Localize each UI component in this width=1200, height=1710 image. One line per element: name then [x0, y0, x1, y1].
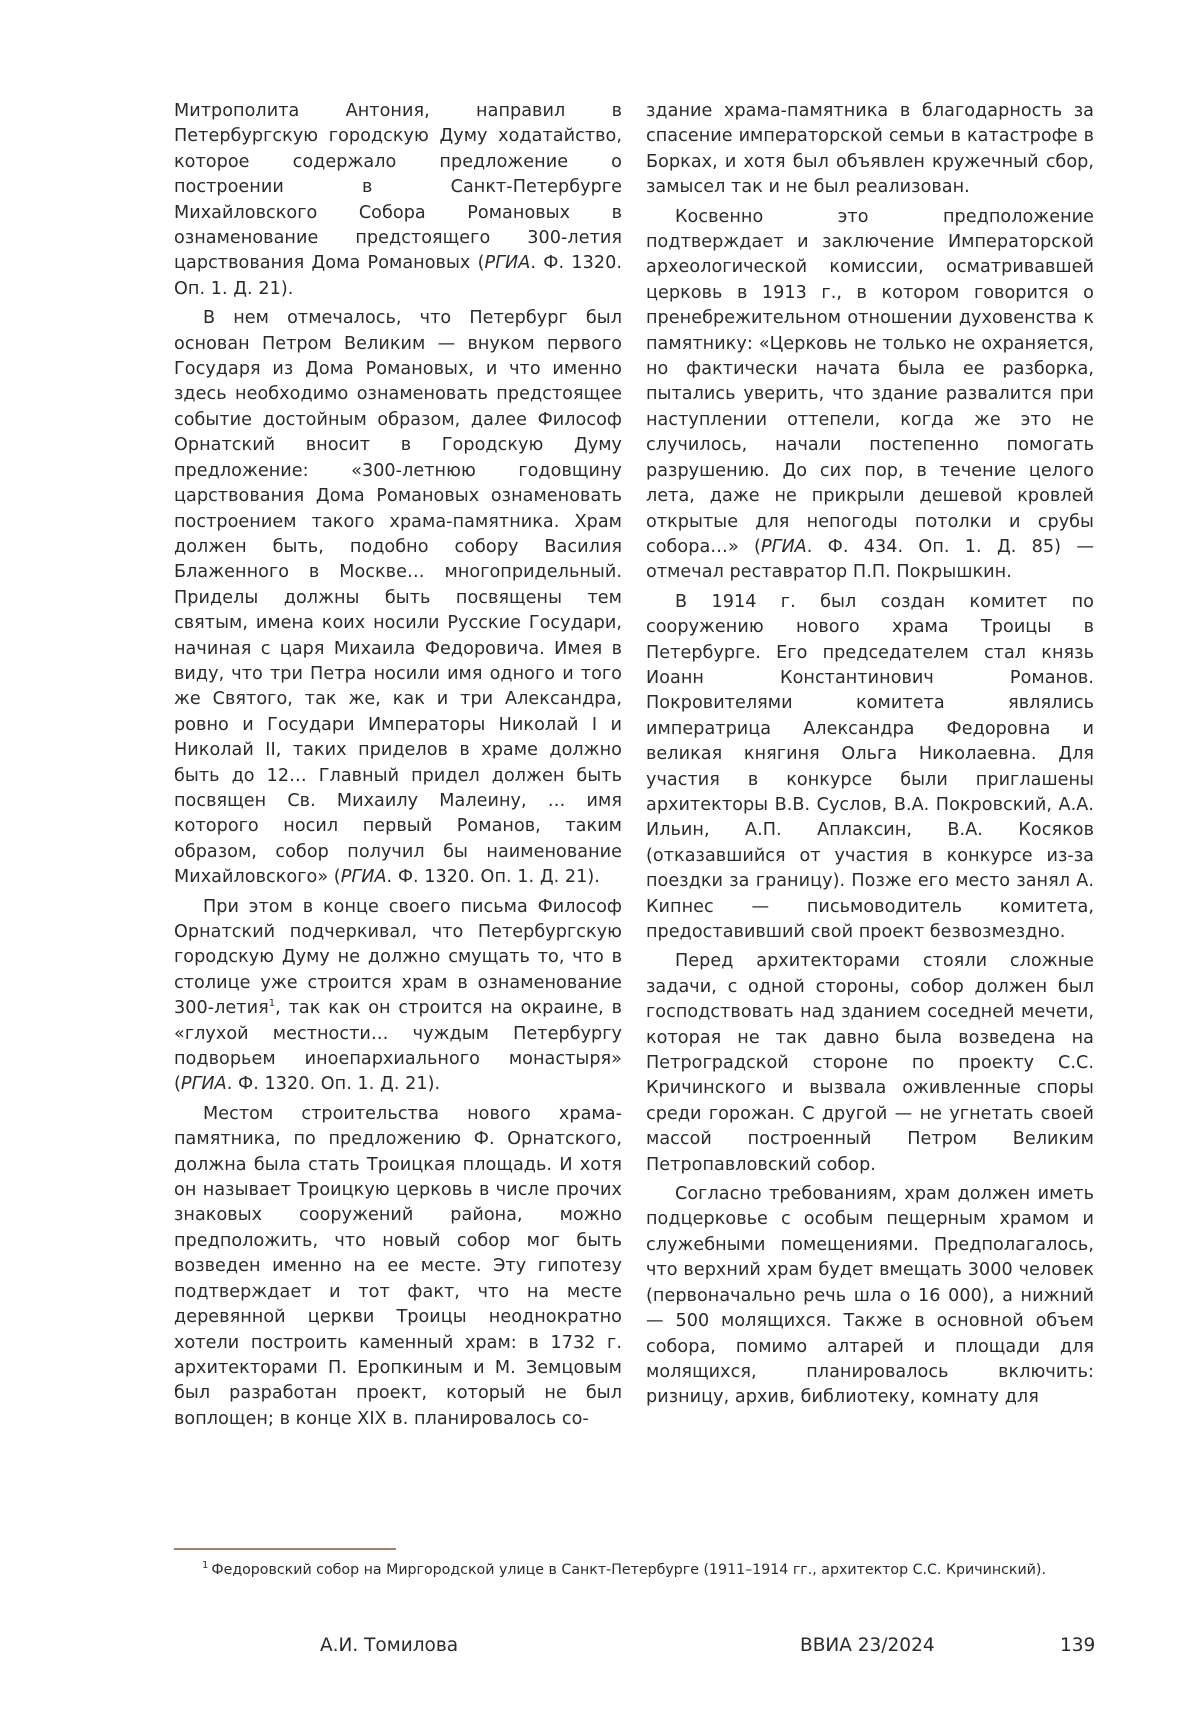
footer-journal-issue: ВВИА 23/2024 [800, 1635, 935, 1656]
paragraph-text: . Ф. 434. Оп. 1. Д. 85) — отмечал реставратор П.П. Покрышкин. [646, 536, 1094, 583]
paragraph-text: Косвенно это предположение подтверждает и заключение Императорской археологической комиссии, осматривавшей церковь в 1913 г., в котором говорится о пренебрежительном отношении духовенства к памятнику: «Церковь не только не охраняется, но фактически начата была ее разборка, пытались уверить, что здание развалится при наступлении оттепели, когда же это не случилось, начали постепенно помогать разрушению. До сих пор, в течение целого лета, даже не прикрыли дешевой кровлей открытые для непогоды потолки и срубы собора…» ( [646, 206, 1094, 557]
footnote-text: Федоровский собор на Миргородской улице в Санкт-Петербурге (1911–1914 гг., архитектор С.С. Кричинский). [211, 1562, 1046, 1578]
citation-reference: . Ф. 1320. Оп. 1. Д. 21). [386, 867, 600, 888]
paragraph [174, 1102, 622, 1432]
text-column-right [646, 99, 1094, 1415]
footnote-separator [174, 1548, 396, 1550]
citation-reference: . Ф. 1320. Оп. 1. Д. 21). [174, 253, 622, 299]
footnote-number: 1 [202, 1560, 209, 1572]
paragraph-text: здание храма-памятника в благодарность за спасение императорской семьи в катастрофе в Борках, и хотя был объявлен кружечный сбор, замысел так и не был реализован. [646, 101, 1094, 198]
paragraph [174, 99, 622, 302]
paragraph-text: В 1914 г. был создан комитет по сооружению нового храма Троицы в Петербурге. Его председателем стал князь Иоанн Константинович Романов. Покровителями комитета являлись императрица Александра Федоровна и великая княгиня Ольга Николаевна. Для участия в конкурсе были приглашены архитекторы В.В. Суслов, В.А. Покровский, А.А. Ильин, А.П. Аплаксин, В.А. Косяков (отказавшийся от участия в конкурсе из-за поездки за границу). Позже его место занял А. Кипнес — письмоводитель комитета, предоставивший свой проект безвозмездно. [646, 591, 1094, 942]
citation-reference: . Ф. 1320. Оп. 1. Д. 21). [226, 1074, 441, 1095]
paragraph-text: В нем отмечалось, что Петербург был основан Петром Великим — внуком первого Государя из Дома Романовых, и что именно здесь необходимо ознаменовать предстоящее событие достойным образом, далее Философ Орнатский вносит в Городскую Думу предложение: «300-летнюю годовщину царствования Дома Романовых ознаменовать построением такого храма-памятника. Храм должен быть, подобно собору Василия Блаженного в Москве… многопридельный. Приделы должны быть посвящены тем святым, имена коих носили Русские Государи, начиная с царя Михаила Федоровича. Имея в виду, что три Петра носили имя одного и того же Святого, так же, как и три Александра, ровно и Государи Императоры Николай I и Николай II, таких приделов в храме должно быть до 12… Главный придел должен быть посвящен Св. Михаилу Малеину, … имя которого носил первый Романов, таким образом, собор получил бы наименование Михайловского» ( [174, 308, 622, 888]
paragraph [646, 99, 1094, 201]
paragraph [646, 1182, 1094, 1411]
paragraph [174, 895, 622, 1098]
citation-archive: РГИА [180, 1074, 227, 1095]
paragraph-text: Перед архитекторами стояли сложные задачи, с одной стороны, собор должен был господствовать над зданием соседней мечети, которая не так давно была возведена на Петроградской стороне по проекту С.С. Кричинского и вызвала оживленные споры среди горожан. С другой — не угнетать своей массой построенный Петром Великим Петропавловский собор. [646, 951, 1094, 1175]
page-number: 139 [1060, 1635, 1096, 1656]
paragraph [174, 306, 622, 890]
text-column-left [174, 99, 622, 1436]
paragraph-text: Митрополита Антония, направил в Петербургскую городскую Думу ходатайство, которое содержало предложение о построении в Санкт-Петербурге Михайловского Собора Романовых в ознаменование предстоящего 300-летия царствования Дома Романовых ( [174, 101, 622, 274]
paragraph-text: Согласно требованиям, храм должен иметь подцерковье с особым пещерным храмом и служебными помещениями. Предполагалось, что верхний храм будет вмещать 3000 человек (первоначально речь шла о 16 000), а нижний — 500 молящихся. Также в основной объем собора, помимо алтарей и площади для молящихся, планировалось включить: ризницу, архив, библиотеку, комнату для [646, 1184, 1094, 1408]
footer-author: А.И. Томилова [320, 1635, 459, 1656]
citation-archive: РГИА [484, 253, 531, 274]
citation-archive: РГИА [340, 867, 387, 888]
paragraph [646, 205, 1094, 586]
paragraph [646, 590, 1094, 946]
footnote [174, 1560, 1094, 1581]
citation-archive: РГИА [760, 536, 807, 557]
paragraph-text: , так как он строится на окраине, в «глухой местности… чуждым Петербургу подворьем иноепархиального монастыря» ( [174, 998, 622, 1095]
paragraph-text: Местом строительства нового храма-памятника, по предложению Ф. Орнатского, должна была стать Троицкая площадь. И хотя он называет Троицкую церковь в числе прочих знаковых сооружений района, можно предположить, что новый собор мог быть возведен именно на ее месте. Эту гипотезу подтверждает и тот факт, что на месте деревянной церкви Троицы неоднократно хотели построить каменный храм: в 1732 г. архитекторами П. Еропкиным и М. Земцовым был разработан проект, который не был воплощен; в конце XIX в. планировалось со- [174, 1103, 622, 1429]
footnote-reference[interactable]: 1 [268, 998, 276, 1010]
paragraph-text: При этом в конце своего письма Философ Орнатский подчеркивал, что Петербургскую городскую Думу не должно смущать то, что в столице уже строится храм в ознаменование 300-летия [174, 896, 622, 1019]
paragraph [646, 949, 1094, 1178]
